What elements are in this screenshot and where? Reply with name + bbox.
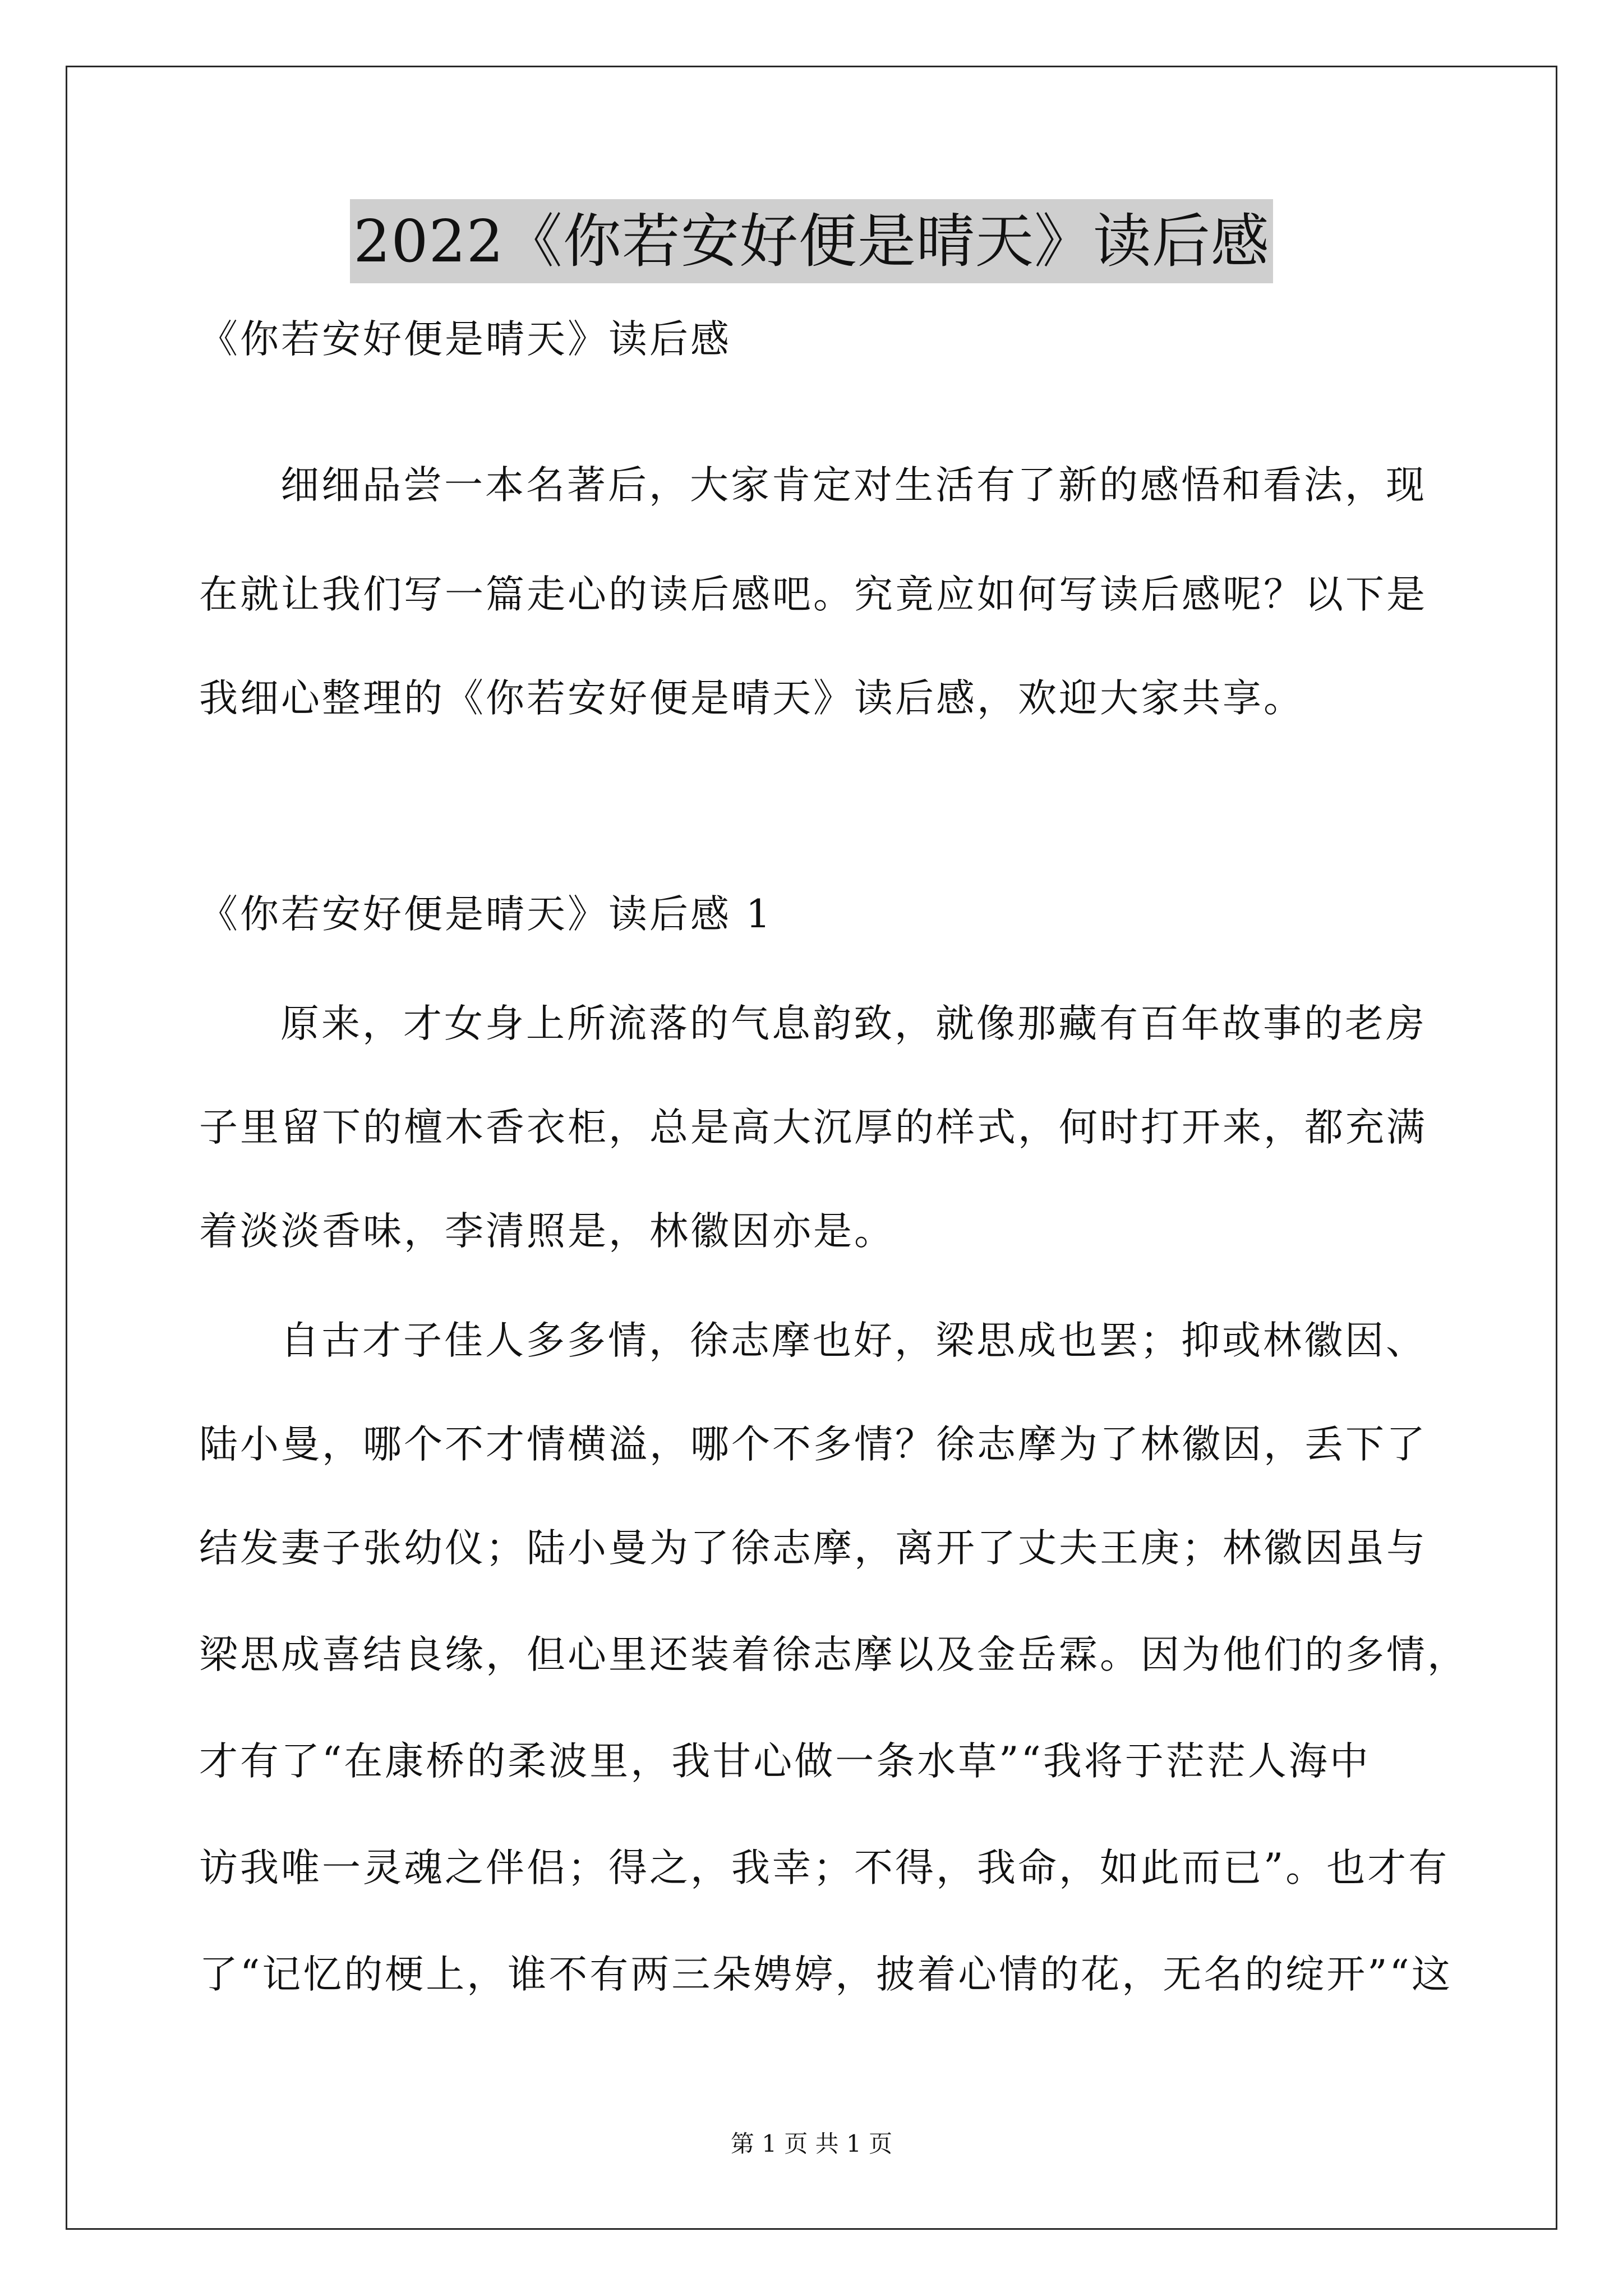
para2-line-6: 访我唯一灵魂之伴侣；得之，我幸；不得，我命，如此而已”。也才有: [199, 1846, 1450, 1890]
document-subtitle: 《你若安好便是晴天》读后感: [199, 317, 731, 362]
para2-line-2: 陆小曼，哪个不才情横溢，哪个不多情？徐志摩为了林徽因，丢下了: [199, 1422, 1427, 1467]
para2-line-4: 梁思成喜结良缘，但心里还装着徐志摩以及金岳霖。因为他们的多情，: [199, 1632, 1468, 1677]
para1-line-3: 着淡淡香味，李清照是，林徽因亦是。: [199, 1209, 895, 1254]
para2-line-5: 才有了“在康桥的柔波里，我甘心做一条水草”“我将于茫茫人海中: [199, 1739, 1371, 1784]
intro-line-3: 我细心整理的《你若安好便是晴天》读后感，欢迎大家共享。: [199, 676, 1304, 721]
intro-line-2: 在就让我们写一篇走心的读后感吧。究竟应如何写读后感呢？以下是: [199, 572, 1427, 617]
section-heading: 《你若安好便是晴天》读后感 1: [199, 892, 773, 937]
page-footer: 第 1 页 共 1 页: [730, 2130, 893, 2157]
para2-line-7: 了“记忆的梗上，谁不有两三朵娉婷，披着心情的花，无名的绽开”“这: [199, 1952, 1453, 1997]
para2-line-1: 自古才子佳人多多情，徐志摩也好，梁思成也罢；抑或林徽因、: [280, 1318, 1427, 1363]
document-title: 2022《你若安好便是晴天》读后感: [350, 199, 1273, 283]
para1-line-1: 原来，才女身上所流落的气息韵致，就像那藏有百年故事的老房: [280, 1001, 1427, 1046]
title-container: [0, 199, 1623, 283]
para1-line-2: 子里留下的檀木香衣柜，总是高大沉厚的样式，何时打开来，都充满: [199, 1105, 1427, 1150]
para2-line-3: 结发妻子张幼仪；陆小曼为了徐志摩，离开了丈夫王庚；林徽因虽与: [199, 1526, 1427, 1571]
intro-line-1: 细细品尝一本名著后，大家肯定对生活有了新的感悟和看法，现: [280, 463, 1427, 508]
